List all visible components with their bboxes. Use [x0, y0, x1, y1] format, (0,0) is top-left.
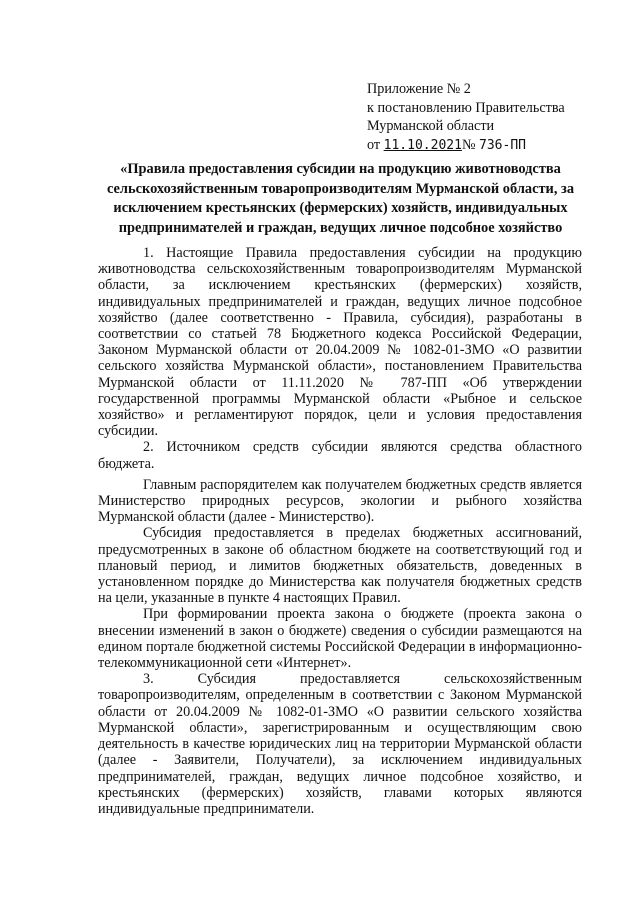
paragraph-2: 2. Источником средств субсидии являются средства областного бюджета.	[98, 439, 582, 472]
paragraph-5: При формировании проекта закона о бюджете (проекта закона о внесении изменений в закон о бюджете) сведения о субсидии размещаются на едином портале бюджетной системы Российской Федерации в информационно-телекоммуникационной сети «Интернет».	[98, 606, 582, 672]
appendix-region: Мурманской области	[367, 118, 495, 134]
document-title: «Правила предоставления субсидии на продукцию животноводства сельскохозяйственным товаропроизводителям Мурманской области, за исключением крестьянских (фермерских) хозяйств, индивидуальных предпринимателей и граждан, ведущих личное подсобное хозяйство	[106, 161, 575, 236]
appendix-resolution-ref: к постановлению Правительства	[367, 99, 565, 116]
paragraph-1: 1. Настоящие Правила предоставления субсидии на продукцию животноводства сельскохозяйственным товаропроизводителям Мурманской области, за исключением крестьянских (фермерских) хозяйств, индивидуальных предпринимателей и граждан, ведущих личное подсобное хозяйство (далее соответственно - Правила, субсидия), разработаны в соответствии со статьей 78 Бюджетного кодекса Российской Федерации, Законом Мурманской области от 20.04.2009 № 1082-01-ЗМО «О развитии сельского хозяйства Мурманской области», постановлением Правительства Мурманской области от 11.11.2020 № 787-ПП «Об утверждении государственной программы Мурманской области «Рыбное и сельское хозяйство» и регламентируют порядок, цели и условия предоставления субсидии.	[98, 245, 582, 440]
number-sign: №	[461, 136, 476, 153]
appendix-header	[367, 80, 565, 155]
resolution-number: 736-ПП	[479, 137, 526, 153]
appendix-number: Приложение № 2	[367, 81, 471, 97]
paragraph-6: 3. Субсидия предоставляется сельскохозяйственным товаропроизводителям, определенным в соответствии с Законом Мурманской области от 20.04.2009 № 1082-01-ЗМО «О развитии сельского хозяйства Мурманской области», зарегистрированным и осуществляющим свою деятельность в качестве юридических лиц на территории Мурманской области (далее - Заявители, Получатели), за исключением индивидуальных предпринимателей, граждан, ведущих личное подсобное хозяйство, и крестьянских (фермерских) хозяйств, главами которых являются индивидуальные предприниматели.	[98, 671, 582, 817]
document-body	[98, 245, 582, 817]
paragraph-3: Главным распорядителем как получателем бюджетных средств является Министерство природных ресурсов, экологии и рыбного хозяйства Мурманской области (далее - Министерство).	[98, 476, 582, 526]
appendix-date-line	[367, 136, 565, 156]
resolution-date: 11.10.2021	[383, 137, 462, 153]
paragraph-4: Субсидия предоставляется в пределах бюджетных ассигнований, предусмотренных в законе об областном бюджете на соответствующий год и плановый период, и лимитов бюджетных обязательств, доведенных в установленном порядке до Министерства как получателя бюджетных средств на цели, указанные в пункте 4 настоящих Правил.	[98, 525, 582, 607]
date-prefix: от	[367, 136, 381, 153]
